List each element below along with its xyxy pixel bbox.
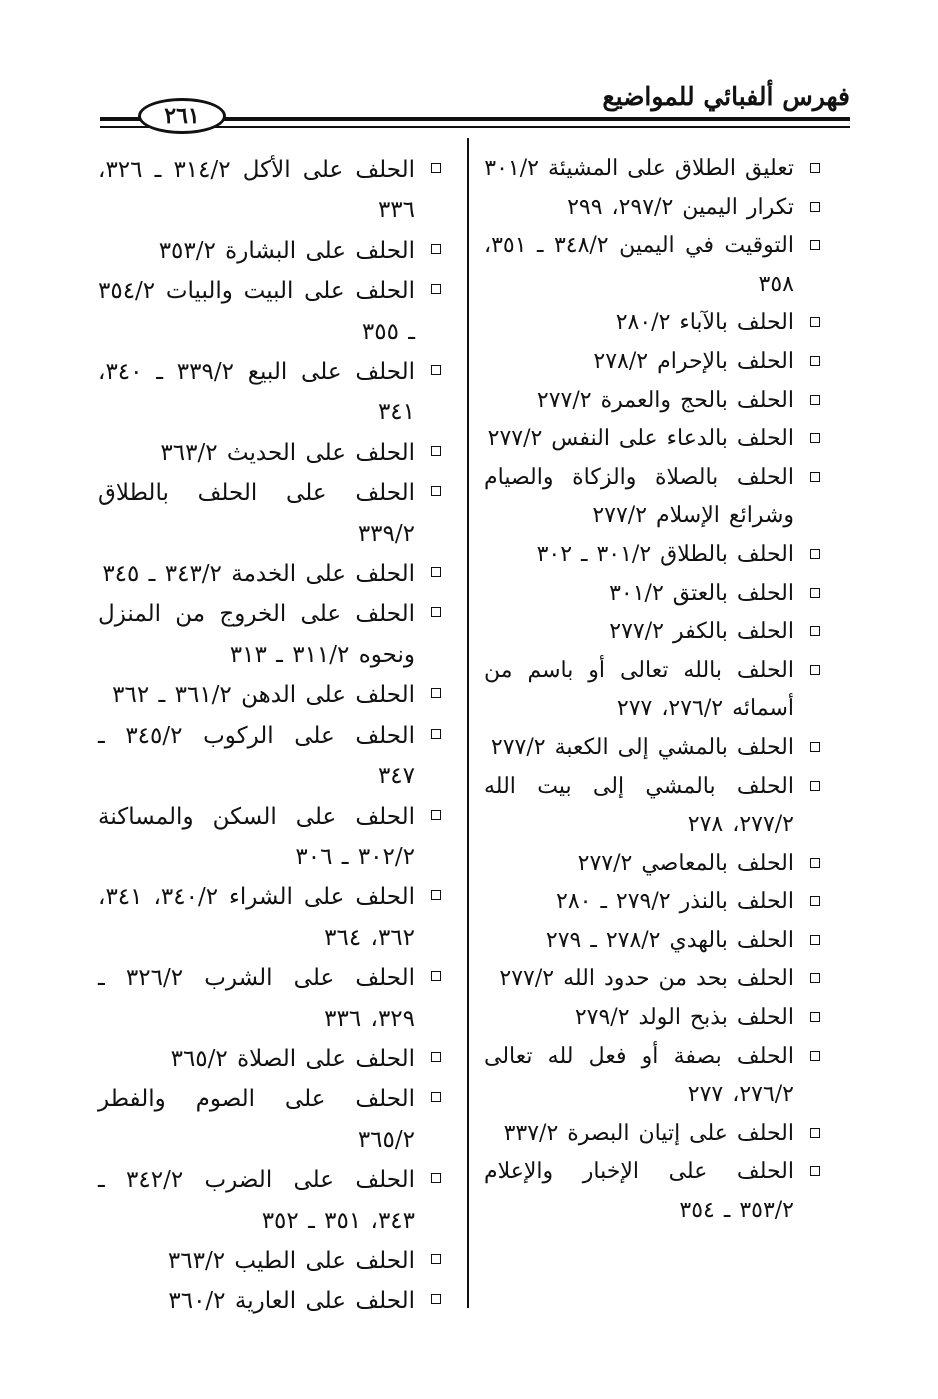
index-entry (98, 271, 441, 352)
index-entry-text: الحلف على الشرب ٣٢٦/٢ ـ ٣٢٩، ٣٣٦ (98, 965, 415, 1032)
index-entry (484, 960, 820, 999)
index-entry (484, 652, 820, 729)
index-entry-text: الحلف على الضرب ٣٤٢/٢ ـ ٣٤٣، ٣٥١ ـ ٣٥٢ (98, 1167, 415, 1234)
square-bullet-icon (810, 356, 820, 366)
index-column-left (98, 150, 441, 1322)
square-bullet-icon (431, 971, 441, 981)
index-entry-text: الحلف بالمشي إلى الكعبة ٢٧٧/٢ (490, 734, 794, 760)
square-bullet-icon (810, 626, 820, 636)
page-number-badge (138, 98, 226, 134)
index-entry (484, 227, 820, 304)
square-bullet-icon (810, 665, 820, 675)
index-entry-text: الحلف بالإحرام ٢٧٨/٢ (593, 348, 794, 374)
index-entry (98, 473, 441, 554)
square-bullet-icon (810, 781, 820, 791)
index-entry-text: الحلف على البيع ٣٣٩/٢ ـ ٣٤٠، ٣٤١ (98, 359, 415, 426)
index-entry-text: الحلف على الحديث ٣٦٣/٢ (160, 439, 415, 466)
index-entry-text: الحلف على الخدمة ٣٤٣/٢ ـ ٣٤٥ (102, 561, 415, 588)
index-entry (98, 231, 441, 271)
square-bullet-icon (810, 896, 820, 906)
index-entry (98, 675, 441, 715)
index-entry (98, 1241, 441, 1281)
index-entry-text: الحلف بالكفر ٢٧٧/٢ (609, 619, 794, 645)
index-entry (98, 958, 441, 1039)
index-entry-text: الحلف على إتيان البصرة ٣٣٧/٢ (503, 1120, 794, 1146)
index-entry (484, 883, 820, 922)
square-bullet-icon (810, 433, 820, 443)
index-entry (484, 1038, 820, 1115)
page-number: ٢٦١ (164, 103, 200, 129)
index-entry (98, 716, 441, 797)
square-bullet-icon (810, 1166, 820, 1176)
index-entry (484, 343, 820, 382)
index-entry (98, 797, 441, 878)
square-bullet-icon (431, 1294, 441, 1304)
index-entry (98, 150, 441, 231)
square-bullet-icon (810, 973, 820, 983)
square-bullet-icon (431, 890, 441, 900)
index-entry-text: الحلف بذبح الولد ٢٧٩/٢ (574, 1005, 794, 1031)
index-entry (484, 420, 820, 459)
column-divider (467, 138, 469, 1308)
index-entry-text: الحلف على الشراء ٣٤٠/٢، ٣٤١، ٣٦٢، ٣٦٤ (98, 884, 416, 951)
square-bullet-icon (810, 742, 820, 752)
index-entry (484, 459, 820, 536)
square-bullet-icon (810, 163, 820, 173)
square-bullet-icon (810, 935, 820, 945)
index-entry-text: الحلف على البيت والبيات ٣٥٤/٢ ـ ٣٥٥ (98, 278, 415, 345)
index-entry (484, 575, 820, 614)
index-entry (484, 1115, 820, 1154)
index-entry-text: الحلف بالمعاصي ٢٧٧/٢ (577, 850, 794, 876)
index-entry-text: التوقيت في اليمين ٣٤٨/٢ ـ ٣٥١، ٣٥٨ (484, 233, 794, 297)
square-bullet-icon (431, 244, 441, 254)
square-bullet-icon (431, 1052, 441, 1062)
index-entry (484, 536, 820, 575)
square-bullet-icon (431, 284, 441, 294)
square-bullet-icon (431, 486, 441, 496)
index-entry (484, 729, 820, 768)
index-entry (98, 352, 441, 433)
index-entry-text: الحلف على الركوب ٣٤٥/٢ ـ ٣٤٧ (98, 722, 415, 790)
index-entry (98, 594, 441, 675)
index-entry-text: الحلف بصفة أو فعل لله تعالى ٢٧٦/٢، ٢٧٧ (484, 1043, 794, 1108)
square-bullet-icon (431, 1092, 441, 1102)
square-bullet-icon (810, 1128, 820, 1138)
square-bullet-icon (810, 472, 820, 482)
index-entry-text: الحلف على العارية ٣٦٠/٢ (168, 1288, 415, 1315)
index-entry-text: الحلف بالنذر ٢٧٩/٢ ـ ٢٨٠ (556, 889, 794, 915)
page-title: فهرس ألفبائي للمواضيع (602, 82, 850, 111)
index-entry (484, 922, 820, 961)
square-bullet-icon (810, 549, 820, 559)
index-entry-text: الحلف على الطيب ٣٦٣/٢ (167, 1247, 415, 1274)
index-entry-text: الحلف على السكن والمساكنة ٣٠٢/٢ ـ ٣٠٦ (98, 803, 415, 870)
index-entry-text: الحلف على الأكل ٣١٤/٢ ـ ٣٢٦، ٣٣٦ (98, 157, 415, 224)
index-entry-text: الحلف بالحج والعمرة ٢٧٧/٢ (536, 387, 794, 413)
square-bullet-icon (431, 688, 441, 698)
index-entry-text: الحلف على الصلاة ٣٦٥/٢ (170, 1045, 415, 1072)
square-bullet-icon (431, 607, 441, 617)
square-bullet-icon (810, 395, 820, 405)
index-entry (98, 433, 441, 473)
index-entry (484, 1153, 820, 1230)
index-entry-text: الحلف بالطلاق ٣٠١/٢ ـ ٣٠٢ (536, 541, 794, 567)
index-column-right (484, 150, 820, 1231)
index-entry (98, 1079, 441, 1160)
index-entry (98, 554, 441, 594)
index-entry (484, 382, 820, 421)
index-entry-text: الحلف بالدعاء على النفس ٢٧٧/٢ (487, 426, 794, 452)
index-entry-text: تكرار اليمين ٢٩٧/٢، ٢٩٩ (567, 194, 794, 220)
index-entry-text: الحلف على الدهن ٣٦١/٢ ـ ٣٦٢ (112, 682, 415, 709)
square-bullet-icon (810, 1012, 820, 1022)
square-bullet-icon (431, 1254, 441, 1264)
index-entry (484, 304, 820, 343)
square-bullet-icon (431, 163, 441, 173)
index-entry (98, 1039, 441, 1079)
index-entry-text: الحلف بحد من حدود الله ٢٧٧/٢ (499, 966, 794, 992)
index-entry (98, 877, 441, 958)
index-entry (484, 999, 820, 1038)
index-entry (98, 1160, 441, 1241)
square-bullet-icon (810, 240, 820, 250)
index-entry-text: الحلف بالآباء ٢٨٠/٢ (615, 310, 794, 336)
index-entry-text: الحلف على الخروج من المنزل ونحوه ٣١١/٢ ـ ٣١٣ (98, 601, 415, 668)
index-entry (484, 189, 820, 228)
index-entry-text: الحلف بالهدي ٢٧٨/٢ ـ ٢٧٩ (545, 927, 794, 953)
square-bullet-icon (810, 858, 820, 868)
index-entry-text: الحلف بالمشي إلى بيت الله ٢٧٧/٢، ٢٧٨ (484, 773, 794, 838)
square-bullet-icon (431, 365, 441, 375)
index-entry-text: الحلف على البشارة ٣٥٣/٢ (158, 237, 415, 264)
index-entry-text: الحلف على الحلف بالطلاق ٣٣٩/٢ (98, 480, 415, 547)
index-entry (98, 1281, 441, 1321)
index-entry (484, 613, 820, 652)
square-bullet-icon (431, 446, 441, 456)
index-entry-text: الحلف بالله تعالى أو باسم من أسمائه ٢٧٦/٢، ٢٧٧ (484, 657, 794, 722)
square-bullet-icon (810, 202, 820, 212)
square-bullet-icon (810, 1051, 820, 1061)
square-bullet-icon (810, 317, 820, 327)
square-bullet-icon (431, 567, 441, 577)
square-bullet-icon (431, 1173, 441, 1183)
index-entry-text: تعليق الطلاق على المشيئة ٣٠١/٢ (484, 156, 794, 181)
index-entry-text: الحلف على الصوم والفطر ٣٦٥/٢ (98, 1086, 415, 1153)
square-bullet-icon (431, 810, 441, 820)
square-bullet-icon (810, 588, 820, 598)
index-entry-text: الحلف على الإخبار والإعلام ٣٥٣/٢ ـ ٣٥٤ (484, 1159, 794, 1224)
index-entry (484, 768, 820, 845)
index-entry (484, 845, 820, 884)
square-bullet-icon (431, 729, 441, 739)
index-entry-text: الحلف بالعتق ٣٠١/٢ (609, 580, 794, 606)
index-entry (484, 150, 820, 189)
index-entry-text: الحلف بالصلاة والزكاة والصيام وشرائع الإسلام ٢٧٧/٢ (484, 464, 794, 529)
